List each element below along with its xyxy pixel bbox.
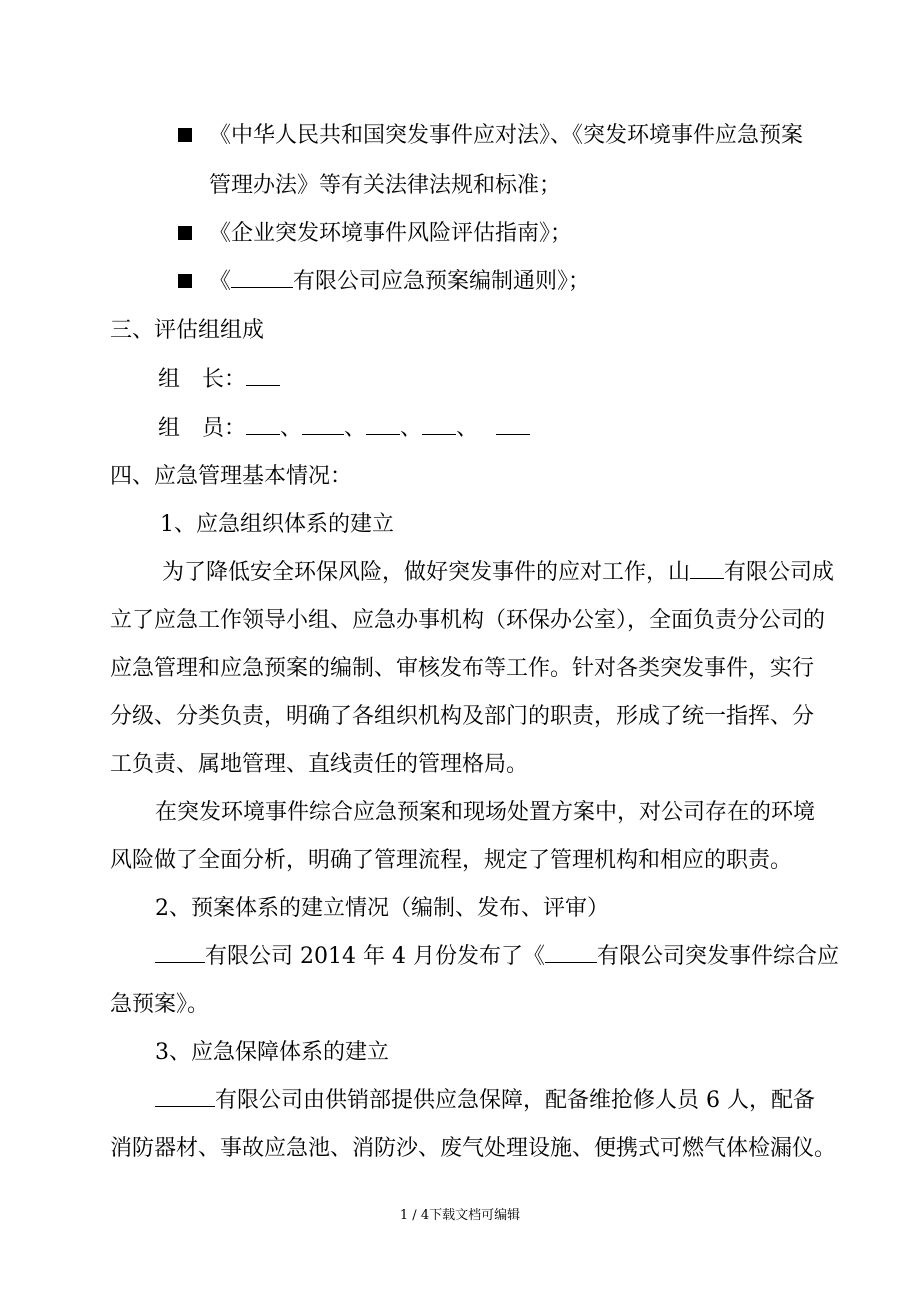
paragraph-4-line-1 xyxy=(155,1086,815,1116)
bullet-square-icon xyxy=(178,226,192,240)
bullet-item-1-line-2: 管理办法》等有关法律法规和标准； xyxy=(209,173,562,198)
blank-line xyxy=(422,414,456,435)
subheading-2: 2、预案体系的建立情况（编制、发布、评审） xyxy=(155,896,609,921)
paragraph-1-line-4: 分级、分类负责，明确了各组织机构及部门的职责，形成了统一指挥、分 xyxy=(110,704,815,729)
team-leader-label: 组 长： xyxy=(158,367,247,392)
blank-line xyxy=(690,558,724,579)
blank-line xyxy=(155,942,205,963)
separator: 、 xyxy=(344,416,367,441)
paragraph-1-line-1 xyxy=(162,558,834,588)
paragraph-1-text: 为了降低安全环保风险，做好突发事件的应对工作，山 xyxy=(162,560,691,585)
paragraph-1-line-5: 工负责、属地管理、直线责任的管理格局。 xyxy=(110,752,529,777)
blank-line xyxy=(155,1086,215,1107)
paragraph-2-line-2: 风险做了全面分析，明确了管理流程，规定了管理机构和相应的职责。 xyxy=(110,848,793,873)
paragraph-2-line-1: 在突发环境事件综合应急预案和现场处置方案中，对公司存在的环境 xyxy=(155,800,816,825)
paragraph-3-line-1 xyxy=(155,942,839,972)
bullet-item-3 xyxy=(209,267,590,297)
blank-line xyxy=(231,267,293,288)
subheading-1: 1、应急组织体系的建立 xyxy=(160,512,394,537)
blank-line xyxy=(246,414,280,435)
section-3-heading: 三、评估组组成 xyxy=(110,318,265,343)
team-members-row xyxy=(158,414,530,444)
separator: 、 xyxy=(400,416,423,441)
blank-line xyxy=(302,414,344,435)
paragraph-4-text: 有限公司由供销部提供应急保障，配备维抢修人员 6 人，配备 xyxy=(215,1088,815,1113)
paragraph-1-line-2: 立了应急工作领导小组、应急办事机构（环保办公室），全面负责分公司的 xyxy=(110,608,826,633)
section-4-heading: 四、应急管理基本情况： xyxy=(110,464,353,489)
blank-line xyxy=(545,942,597,963)
bullet-item-3-open: 《 xyxy=(209,269,232,294)
paragraph-3-line-2: 急预案》。 xyxy=(110,992,210,1017)
blank-line xyxy=(246,365,280,386)
paragraph-1-line-3: 应急管理和应急预案的编制、审核发布等工作。针对各类突发事件，实行 xyxy=(110,656,815,681)
paragraph-3-text: 有限公司 2014 年 4 月份发布了《 xyxy=(205,944,545,969)
subheading-3: 3、应急保障体系的建立 xyxy=(155,1040,389,1065)
separator: 、 xyxy=(456,416,479,441)
paragraph-1-text: 有限公司成 xyxy=(724,560,835,585)
separator: 、 xyxy=(280,416,303,441)
blank-line xyxy=(366,414,400,435)
team-members-label: 组 员： xyxy=(158,416,247,441)
bullet-item-2: 《企业突发环境事件风险评估指南》； xyxy=(209,221,573,246)
paragraph-4-line-2: 消防器材、事故应急池、消防沙、废气处理设施、便携式可燃气体检漏仪。 xyxy=(110,1136,837,1161)
bullet-item-3-text: 有限公司应急预案编制通则》； xyxy=(293,269,591,294)
bullet-item-1-line-1: 《中华人民共和国突发事件应对法》、《突发环境事件应急预案 xyxy=(209,123,804,148)
blank-line xyxy=(496,414,530,435)
bullet-square-icon xyxy=(178,274,192,288)
page-footer: 1 / 4下载文档可编辑 xyxy=(399,1208,521,1223)
bullet-square-icon xyxy=(178,128,192,142)
team-leader-row xyxy=(158,365,280,395)
paragraph-3-text: 有限公司突发事件综合应 xyxy=(596,944,839,969)
